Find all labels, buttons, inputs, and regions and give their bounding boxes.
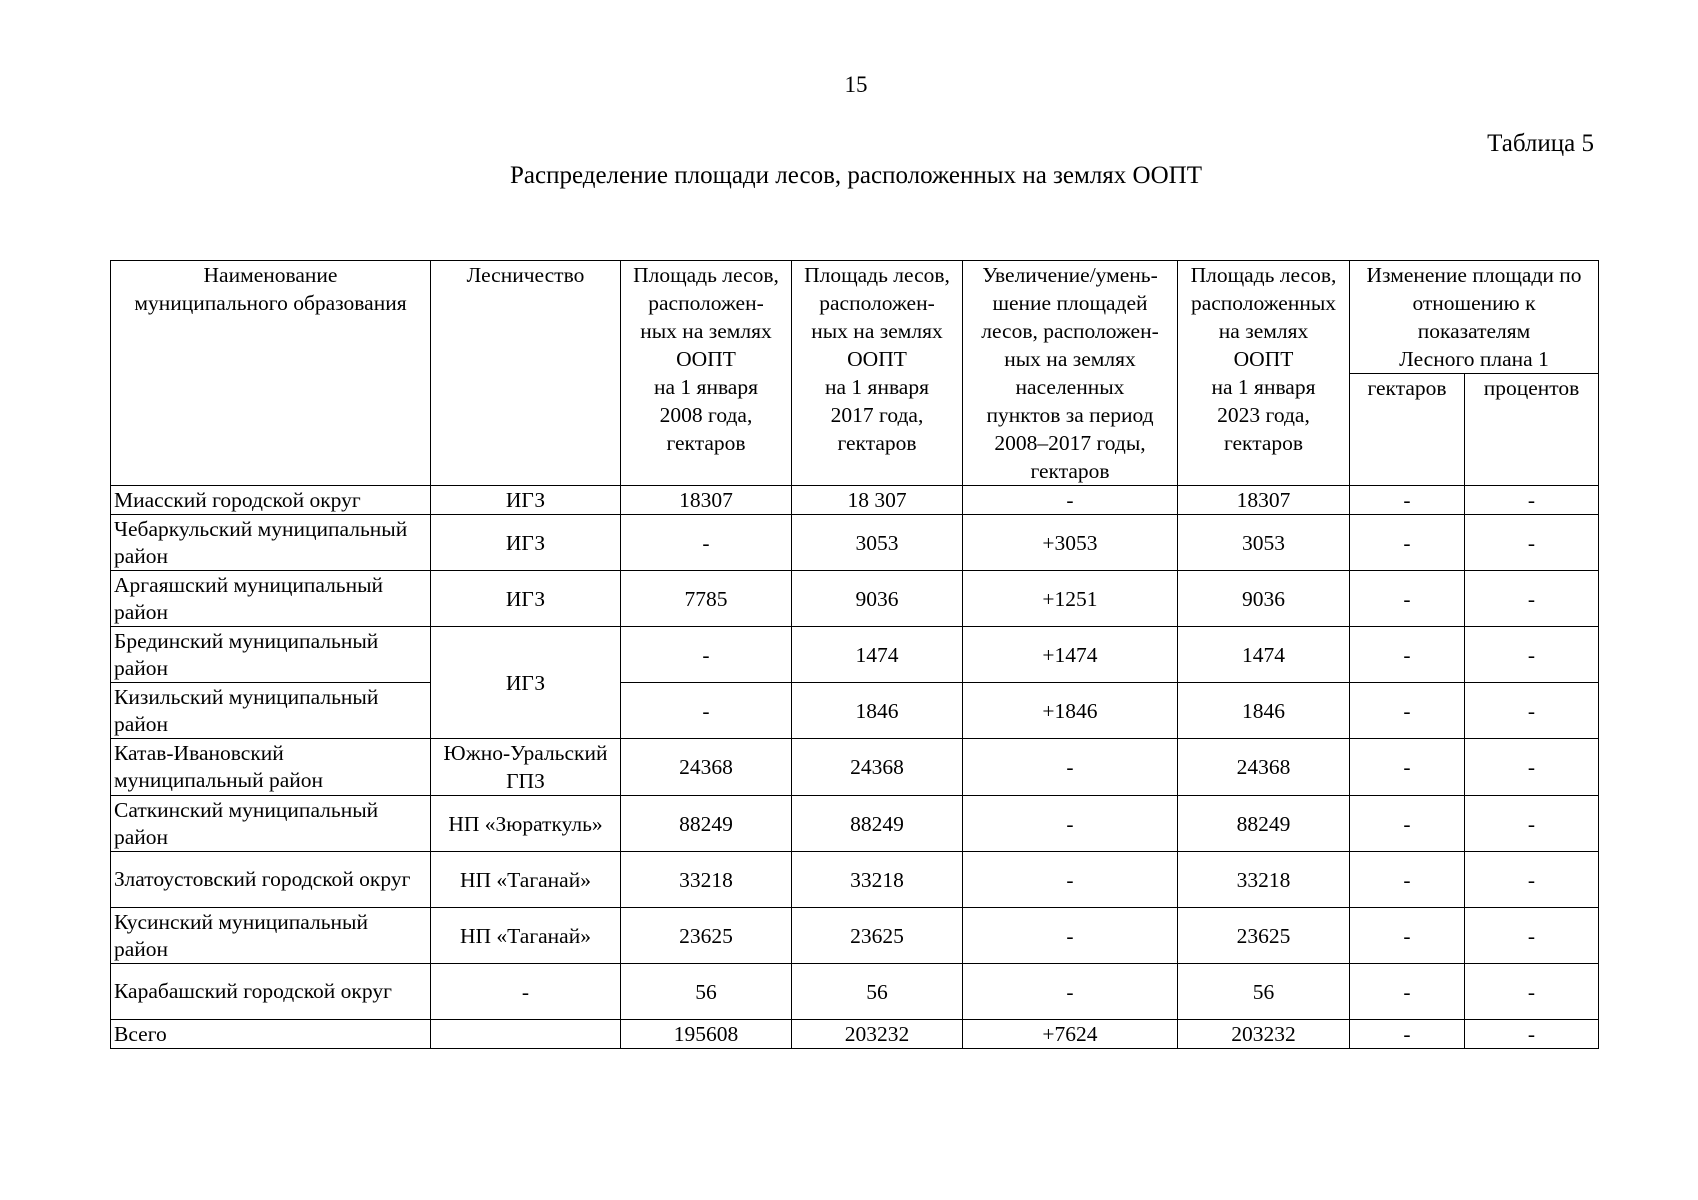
change-cell: - — [963, 486, 1178, 515]
header-plan-hectares: гектаров — [1350, 374, 1465, 486]
area-2017-cell: 56 — [792, 964, 963, 1020]
header-line: ООПТ — [847, 347, 907, 371]
area-2023-cell: 56 — [1178, 964, 1350, 1020]
municipality-cell: Кизильский муниципальный район — [111, 683, 431, 739]
area-2017-cell: 203232 — [792, 1020, 963, 1049]
header-line: ных на землях — [1004, 347, 1136, 371]
header-change-2008-2017 — [963, 261, 1178, 486]
change-cell: - — [963, 908, 1178, 964]
municipality-cell: Аргаяшский муниципальный район — [111, 571, 431, 627]
forestry-cell: ИГЗ — [431, 486, 621, 515]
header-line: ных на землях — [640, 319, 772, 343]
plan-hectares-cell: - — [1350, 964, 1465, 1020]
forest-area-table — [110, 260, 1599, 1049]
area-2023-cell: 88249 — [1178, 796, 1350, 852]
header-line: ООПТ — [676, 347, 736, 371]
area-2017-cell: 9036 — [792, 571, 963, 627]
plan-percent-cell: - — [1465, 1020, 1599, 1049]
header-line: пунктов за период — [986, 403, 1154, 427]
change-cell: - — [963, 852, 1178, 908]
plan-percent-cell: - — [1465, 739, 1599, 796]
header-area-2017 — [792, 261, 963, 486]
area-2023-cell: 9036 — [1178, 571, 1350, 627]
plan-hectares-cell: - — [1350, 515, 1465, 571]
area-2023-cell: 23625 — [1178, 908, 1350, 964]
header-forestry — [431, 261, 621, 486]
area-2008-cell: - — [621, 515, 792, 571]
area-2023-cell: 1474 — [1178, 627, 1350, 683]
plan-percent-cell: - — [1465, 964, 1599, 1020]
plan-percent-cell: - — [1465, 515, 1599, 571]
header-line: лесов, расположен- — [981, 319, 1159, 343]
area-2023-cell: 24368 — [1178, 739, 1350, 796]
area-2008-cell: 33218 — [621, 852, 792, 908]
header-line: Площадь лесов, — [1190, 263, 1337, 287]
header-line: Лесного плана 1 — [1399, 347, 1549, 371]
plan-hectares-cell: - — [1350, 739, 1465, 796]
table-row — [111, 964, 1599, 1020]
forestry-cell: НП «Таганай» — [431, 908, 621, 964]
table-row — [111, 683, 1599, 739]
plan-hectares-cell: - — [1350, 908, 1465, 964]
header-line: 2017 года, — [830, 403, 924, 427]
table-row — [111, 627, 1599, 683]
area-2017-cell: 88249 — [792, 796, 963, 852]
header-line: Площадь лесов, — [633, 263, 779, 287]
change-cell: +1251 — [963, 571, 1178, 627]
area-2017-cell: 23625 — [792, 908, 963, 964]
area-2008-cell: - — [621, 627, 792, 683]
municipality-cell: Карабашский городской округ — [111, 964, 431, 1020]
header-line: муниципального образования — [134, 291, 407, 315]
header-line: Лесничество — [466, 263, 585, 287]
forestry-cell — [431, 1020, 621, 1049]
area-2017-cell: 1846 — [792, 683, 963, 739]
area-2023-cell: 3053 — [1178, 515, 1350, 571]
area-2008-cell: 7785 — [621, 571, 792, 627]
area-2023-cell: 18307 — [1178, 486, 1350, 515]
change-cell: +3053 — [963, 515, 1178, 571]
table-row — [111, 571, 1599, 627]
header-line: расположенных — [1190, 291, 1337, 315]
header-line: отношению к — [1412, 291, 1536, 315]
change-cell: - — [963, 964, 1178, 1020]
change-cell: +1474 — [963, 627, 1178, 683]
table-row — [111, 908, 1599, 964]
header-line: на 1 января — [1211, 375, 1316, 399]
forestry-cell: ИГЗ — [431, 515, 621, 571]
change-cell: - — [963, 796, 1178, 852]
header-line: гектаров — [1223, 431, 1304, 455]
table-row — [111, 796, 1599, 852]
table-row — [111, 852, 1599, 908]
plan-percent-cell: - — [1465, 908, 1599, 964]
header-line: Увеличение/умень- — [982, 263, 1158, 287]
area-2017-cell: 3053 — [792, 515, 963, 571]
header-line: 2008 года, — [659, 403, 753, 427]
header-line: гектаров — [837, 431, 917, 455]
area-2008-cell: 24368 — [621, 739, 792, 796]
header-line: на землях — [1218, 319, 1309, 343]
header-line: населенных — [1015, 375, 1125, 399]
municipality-cell: Саткинский муниципальный район — [111, 796, 431, 852]
area-2017-cell: 33218 — [792, 852, 963, 908]
plan-hectares-cell: - — [1350, 486, 1465, 515]
table-row — [111, 486, 1599, 515]
plan-hectares-cell: - — [1350, 571, 1465, 627]
change-cell: +7624 — [963, 1020, 1178, 1049]
header-line: Площадь лесов, — [804, 263, 950, 287]
municipality-cell: Всего — [111, 1020, 431, 1049]
change-cell: +1846 — [963, 683, 1178, 739]
header-line: на 1 января — [654, 375, 758, 399]
header-plan-percent: процентов — [1465, 374, 1599, 486]
header-plan-change — [1350, 261, 1599, 374]
plan-hectares-cell: - — [1350, 1020, 1465, 1049]
forestry-cell: НП «Таганай» — [431, 852, 621, 908]
header-area-2008 — [621, 261, 792, 486]
header-line: 2023 года, — [1217, 403, 1310, 427]
forestry-cell: - — [431, 964, 621, 1020]
header-line: ООПТ — [1233, 347, 1294, 371]
area-2017-cell: 1474 — [792, 627, 963, 683]
area-2008-cell: 56 — [621, 964, 792, 1020]
plan-hectares-cell: - — [1350, 627, 1465, 683]
header-line: гектаров — [666, 431, 746, 455]
table-label: Таблица 5 — [1487, 130, 1594, 157]
header-municipality — [111, 261, 431, 486]
plan-percent-cell: - — [1465, 796, 1599, 852]
header-line: Наименование — [203, 263, 338, 287]
area-2008-cell: - — [621, 683, 792, 739]
header-area-2023 — [1178, 261, 1350, 486]
header-line: Изменение площади по — [1366, 263, 1582, 287]
municipality-cell: Миасский городской округ — [111, 486, 431, 515]
area-2008-cell: 18307 — [621, 486, 792, 515]
area-2008-cell: 23625 — [621, 908, 792, 964]
page-title: Распределение площади лесов, расположенных на землях ООПТ — [510, 162, 1202, 189]
plan-percent-cell: - — [1465, 627, 1599, 683]
plan-percent-cell: - — [1465, 683, 1599, 739]
table-row-total — [111, 1020, 1599, 1049]
change-cell: - — [963, 739, 1178, 796]
plan-hectares-cell: - — [1350, 796, 1465, 852]
plan-hectares-cell: - — [1350, 683, 1465, 739]
table-row — [111, 739, 1599, 796]
municipality-cell: Кусинский муниципальный район — [111, 908, 431, 964]
area-2017-cell: 24368 — [792, 739, 963, 796]
municipality-cell: Чебаркульский муниципальный район — [111, 515, 431, 571]
municipality-cell: Катав-Ивановский муниципальный район — [111, 739, 431, 796]
header-line: на 1 января — [825, 375, 929, 399]
forestry-cell: ИГЗ — [431, 571, 621, 627]
table-row — [111, 515, 1599, 571]
municipality-cell: Златоустовский городской округ — [111, 852, 431, 908]
header-line: шение площадей — [992, 291, 1148, 315]
forestry-cell: ИГЗ — [431, 627, 621, 739]
area-2008-cell: 195608 — [621, 1020, 792, 1049]
plan-percent-cell: - — [1465, 486, 1599, 515]
area-2008-cell: 88249 — [621, 796, 792, 852]
municipality-cell: Брединский муниципальный район — [111, 627, 431, 683]
header-line: ных на землях — [811, 319, 943, 343]
header-line: 2008–2017 годы, — [994, 431, 1146, 455]
area-2017-cell: 18 307 — [792, 486, 963, 515]
plan-hectares-cell: - — [1350, 852, 1465, 908]
plan-percent-cell: - — [1465, 852, 1599, 908]
area-2023-cell: 33218 — [1178, 852, 1350, 908]
forestry-cell: НП «Зюраткуль» — [431, 796, 621, 852]
header-line: расположен- — [819, 291, 935, 315]
header-line: гектаров — [1030, 459, 1110, 483]
area-2023-cell: 1846 — [1178, 683, 1350, 739]
area-2023-cell: 203232 — [1178, 1020, 1350, 1049]
header-line: расположен- — [648, 291, 764, 315]
header-line: показателям — [1417, 319, 1531, 343]
page-number: 15 — [844, 72, 868, 97]
plan-percent-cell: - — [1465, 571, 1599, 627]
forestry-cell: Южно-Уральский ГПЗ — [431, 739, 621, 796]
